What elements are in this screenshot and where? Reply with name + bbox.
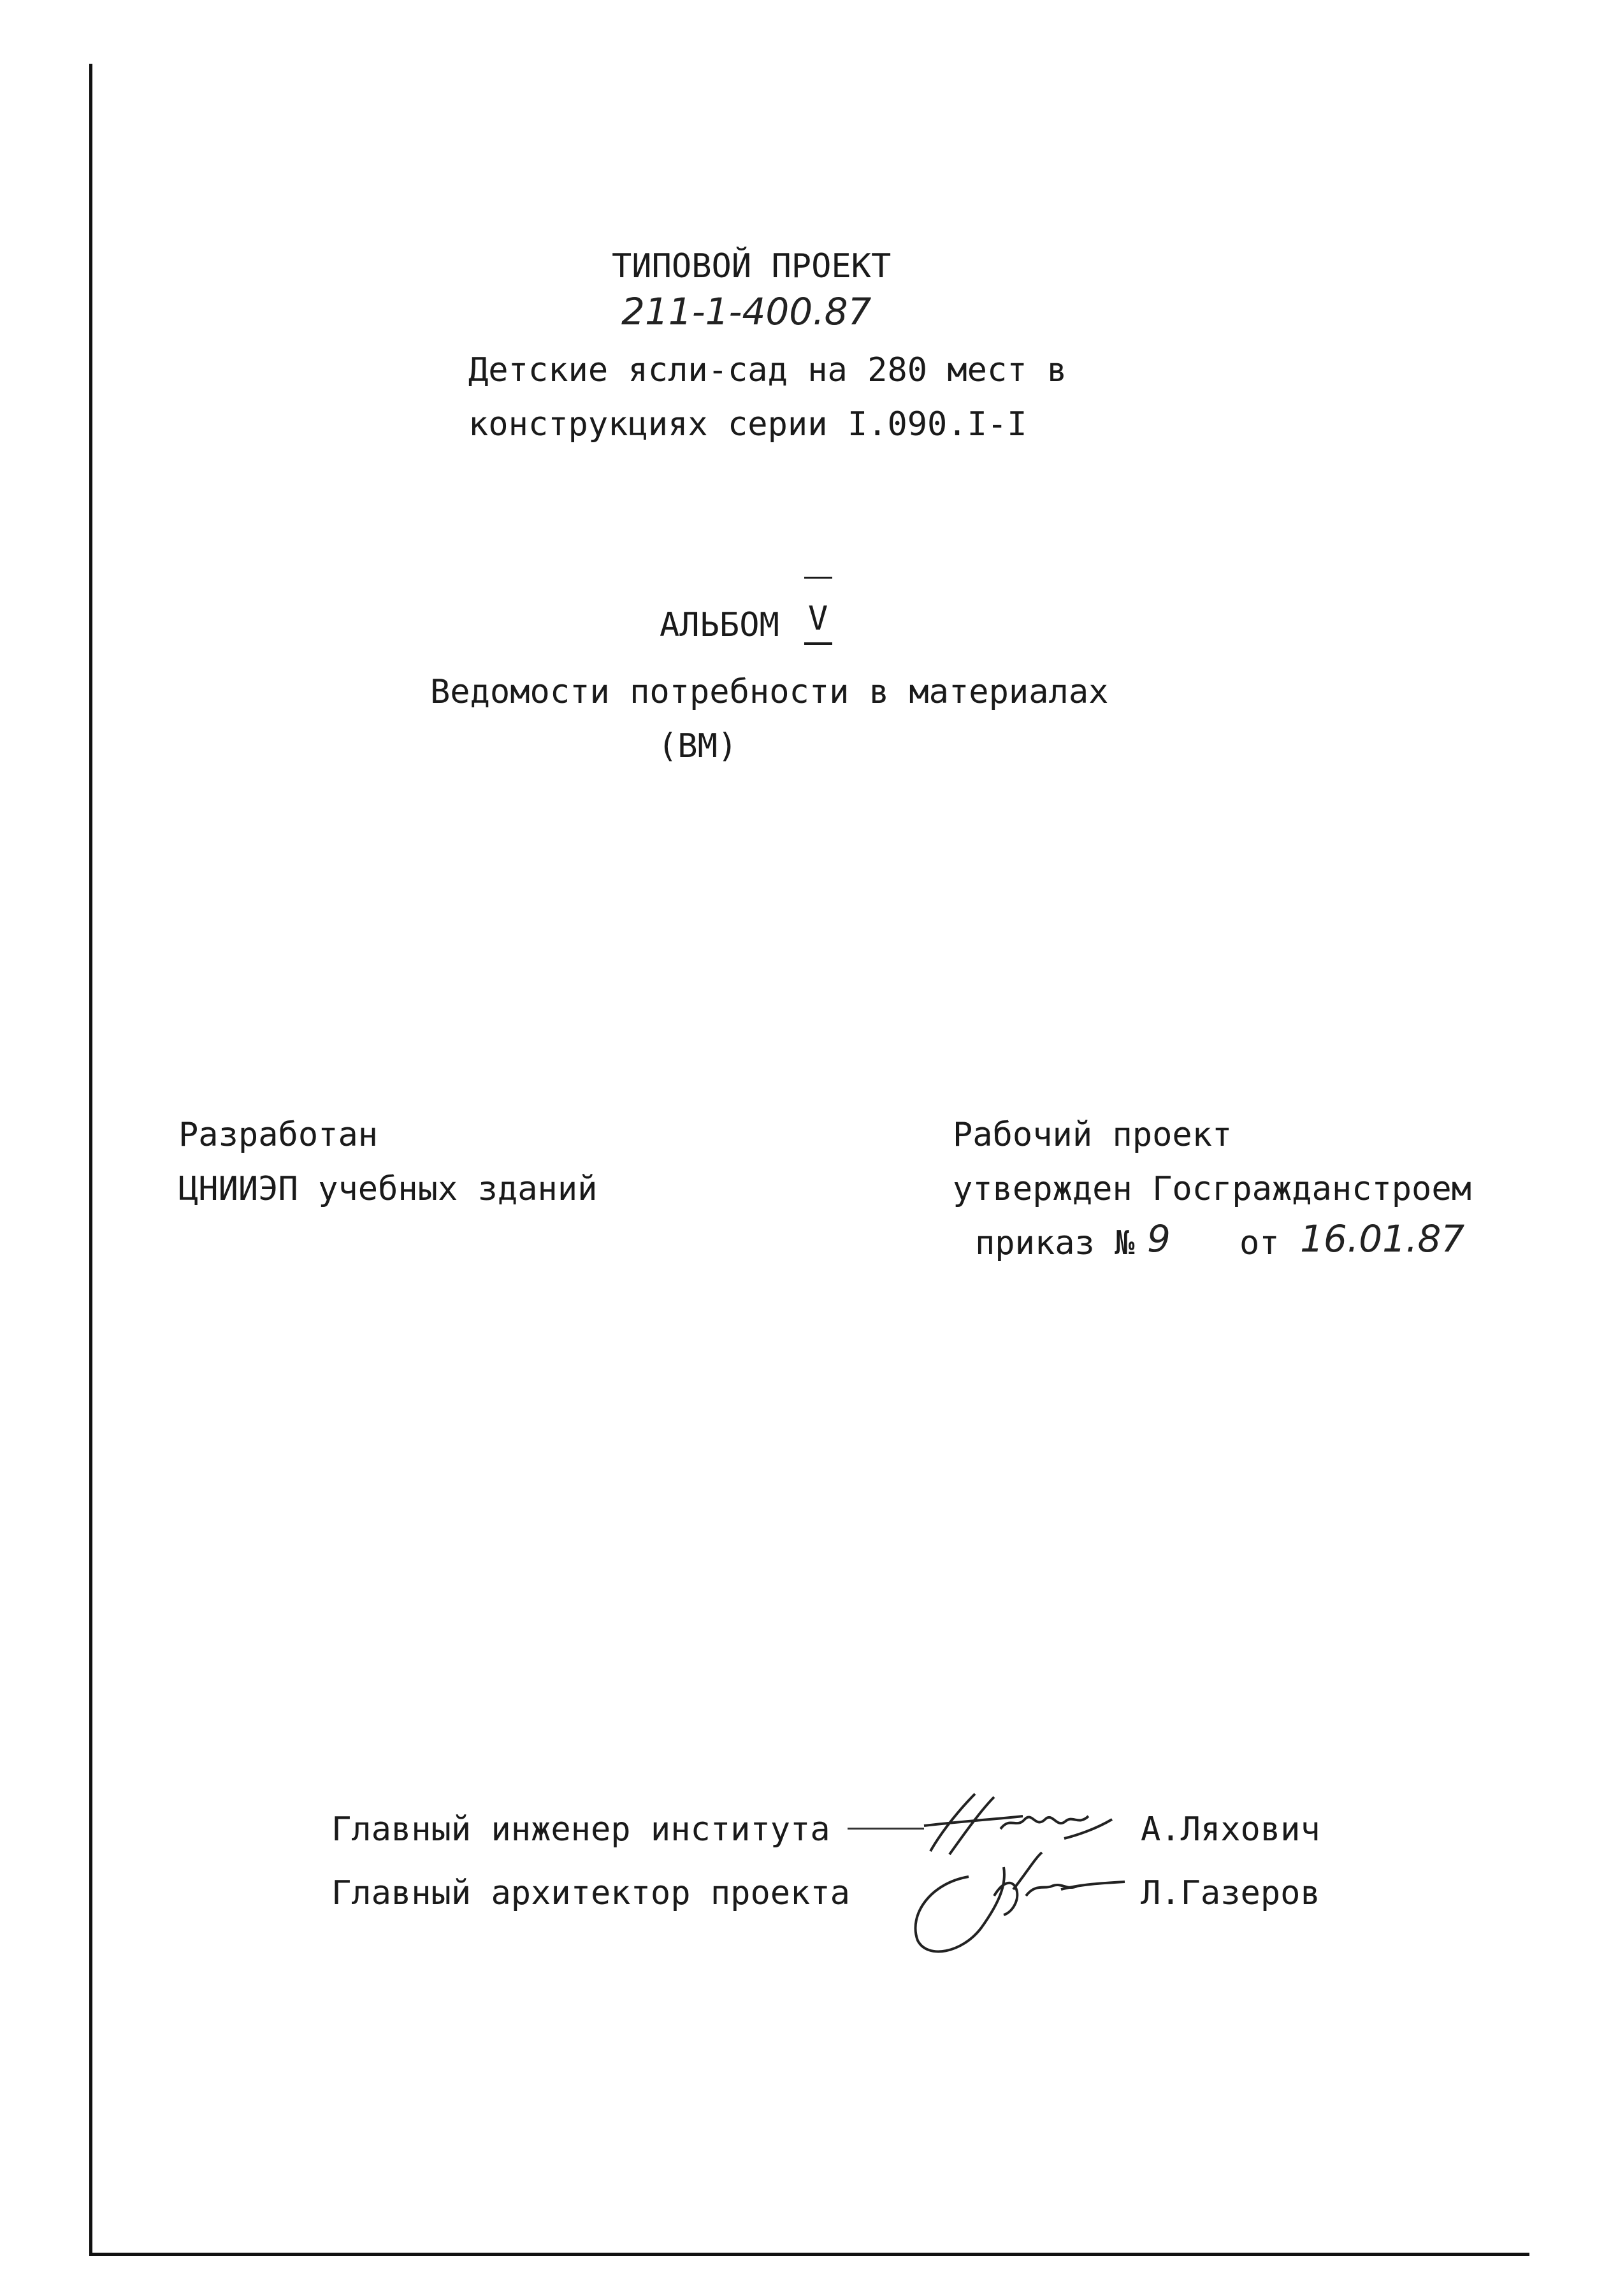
approval-date: 16.01.87: [1300, 1217, 1465, 1260]
signature-position-2: Главный архитектор проекта: [331, 1874, 850, 1912]
signature-mark-2: [892, 1851, 1134, 1960]
album-label: АЛЬБОМ: [660, 606, 779, 644]
approval-order-number: 9: [1147, 1217, 1171, 1260]
page-frame-bottom-border: [89, 2253, 1529, 2256]
approval-order-label: приказ №: [975, 1224, 1135, 1262]
approval-date-label: от: [1239, 1224, 1280, 1262]
album-abbreviation: (ВМ): [658, 727, 738, 765]
album-number: V: [808, 600, 828, 638]
developer-line-1: Разработан: [178, 1116, 379, 1154]
signature-name-1: А.Ляхович: [1141, 1810, 1320, 1849]
signature-mark-1: [905, 1791, 1115, 1861]
approval-line-2: утвержден Госгражданстроем: [953, 1170, 1471, 1208]
title-line-1: Детские ясли-сад на 280 мест в: [468, 351, 1067, 389]
album-number-overline: [804, 577, 832, 579]
album-subtitle: Ведомости потребности в материалах: [430, 673, 1109, 711]
doc-type-heading: ТИПОВОЙ ПРОЕКТ: [612, 247, 892, 285]
page-frame-left-border: [89, 64, 92, 2256]
approval-line-1: Рабочий проект: [953, 1116, 1232, 1154]
developer-line-2: ЦНИИЭП учебных зданий: [178, 1170, 598, 1208]
project-number: 211-1-400.87: [621, 290, 872, 333]
signature-name-2: Л.Газеров: [1141, 1874, 1320, 1912]
album-number-underline: [804, 642, 832, 645]
signature-position-1: Главный инженер института: [331, 1810, 830, 1849]
title-line-2: конструкциях серии I.090.I-I: [468, 405, 1027, 444]
